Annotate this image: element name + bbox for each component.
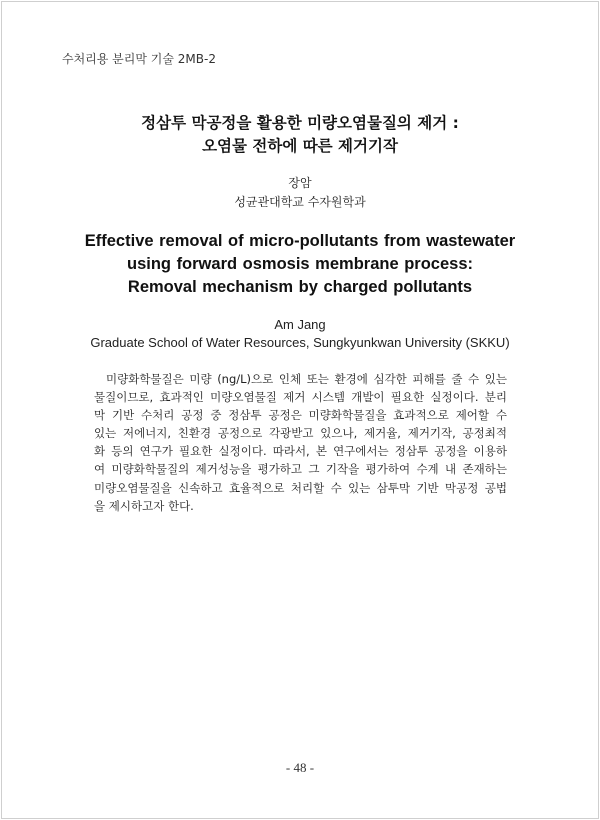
korean-affiliation: 성균관대학교 수자원학과: [234, 195, 366, 209]
english-affiliation: Graduate School of Water Resources, Sungkyunkwan University (SKKU): [90, 335, 510, 350]
abstract-line: 막 기반 수처리 공정 중 정삼투 공정은 미량화학물질을 효과적으로 제어할 수: [94, 408, 507, 423]
abstract-line: 미량오염물질을 신속하고 효율적으로 처리할 수 있는 삼투막 기반 막공정 공법: [94, 480, 507, 495]
english-title-line-2: using forward osmosis membrane process:: [126, 255, 473, 273]
english-author: Am Jang: [274, 317, 326, 332]
abstract-line: 여 미량화학물질의 제거성능을 평가하고 그 기작을 평가하여 수계 내 존재하는: [94, 462, 507, 477]
abstract-line: 미량화학물질은 미량 (ng/L)으로 인체 또는 환경에 심각한 피해를 줄 수 있는: [106, 372, 507, 386]
page-number: - 48 -: [285, 760, 315, 775]
english-title-line-1: Effective removal of micro-pollutants from wastewater: [84, 232, 516, 250]
session-header: 수처리용 분리막 기술 2MB-2: [62, 52, 216, 66]
korean-author: 장암: [288, 176, 312, 190]
abstract-line: 물질이므로, 효과적인 미량오염물질 제거 시스템 개발이 필요한 실정이다. 분리: [94, 390, 507, 405]
korean-title-line-1: 정삼투 막공정을 활용한 미량오염물질의 제거 :: [141, 114, 459, 132]
english-title-line-3: Removal mechanism by charged pollutants: [127, 278, 473, 296]
abstract-line: 을 제시하고자 한다.: [94, 498, 194, 513]
abstract-line: 있는 저에너지, 친환경 공정으로 각광받고 있으나, 제거율, 제거기작, 공정최적: [94, 426, 507, 441]
korean-title-line-2: 오염물 전하에 따른 제거기작: [202, 137, 398, 155]
abstract-line: 화 등의 연구가 필요한 실정이다. 따라서, 본 연구에서는 정삼투 공정을 이용하: [94, 444, 507, 459]
abstract-paragraph: [94, 370, 507, 515]
